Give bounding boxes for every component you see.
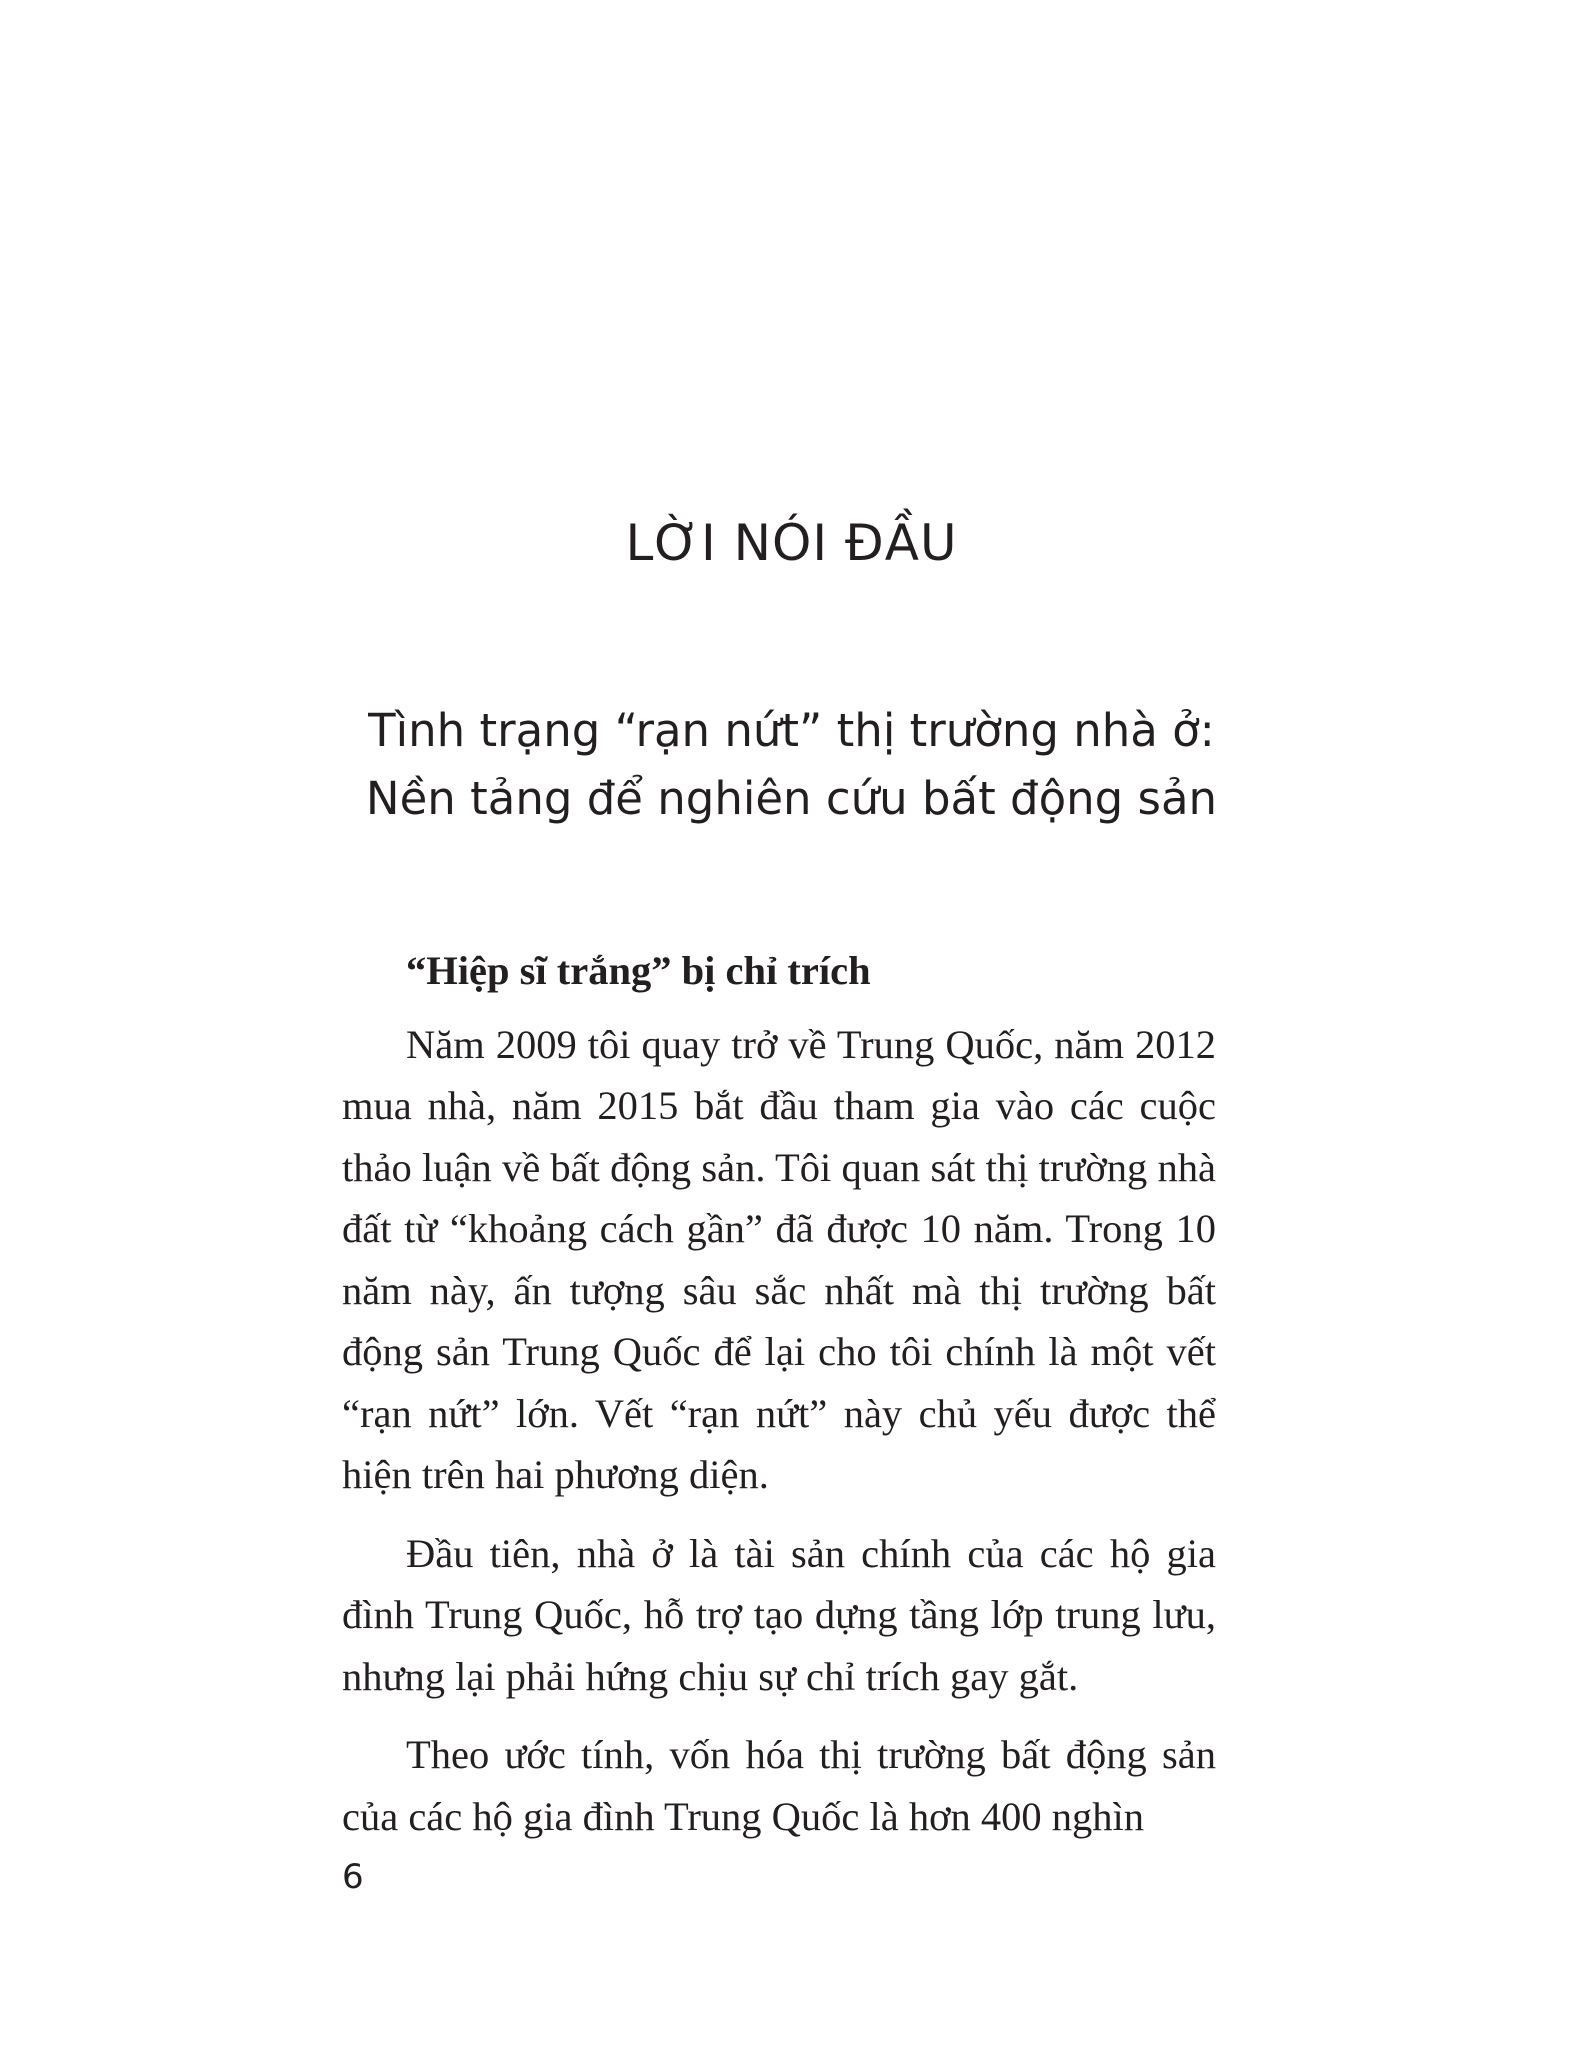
paragraph-2: Đầu tiên, nhà ở là tài sản chính của các hộ gia đình Trung Quốc, hỗ trợ tạo dựng tầng lớp trung lưu, nhưng lại phải hứng chịu sự chỉ trích gay gắt. — [342, 1530, 1216, 1699]
chapter-title: LỜI NÓI ĐẦU — [625, 514, 958, 572]
paragraph-1: Năm 2009 tôi quay trở về Trung Quốc, năm 2012 mua nhà, năm 2015 bắt đầu tham gia vào các cuộc thảo luận về bất động sản. Tôi quan sát thị trường nhà đất từ “khoảng cách gần” đã được 10 năm. Trong 10 năm này, ấn tượng sâu sắc nhất mà thị trường bất động sản Trung Quốc để lại cho tôi chính là một vết “rạn nứt” lớn. Vết “rạn nứt” này chủ yếu được thể hiện trên hai phương diện. — [342, 1021, 1216, 1497]
subtitle-line-1: Tình trạng “rạn nứt” thị trường nhà ở: — [368, 704, 1215, 757]
subtitle-line-2: Nền tảng để nghiên cứu bất động sản — [365, 772, 1218, 825]
section-heading: “Hiệp sĩ trắng” bị chỉ trích — [406, 948, 871, 993]
paragraph-3: Theo ước tính, vốn hóa thị trường bất động sản của các hộ gia đình Trung Quốc là hơn 400 nghìn — [342, 1732, 1216, 1839]
chapter-subtitle — [0, 697, 1583, 833]
body-text — [342, 940, 1216, 1864]
page-number: 6 — [342, 1857, 364, 1897]
